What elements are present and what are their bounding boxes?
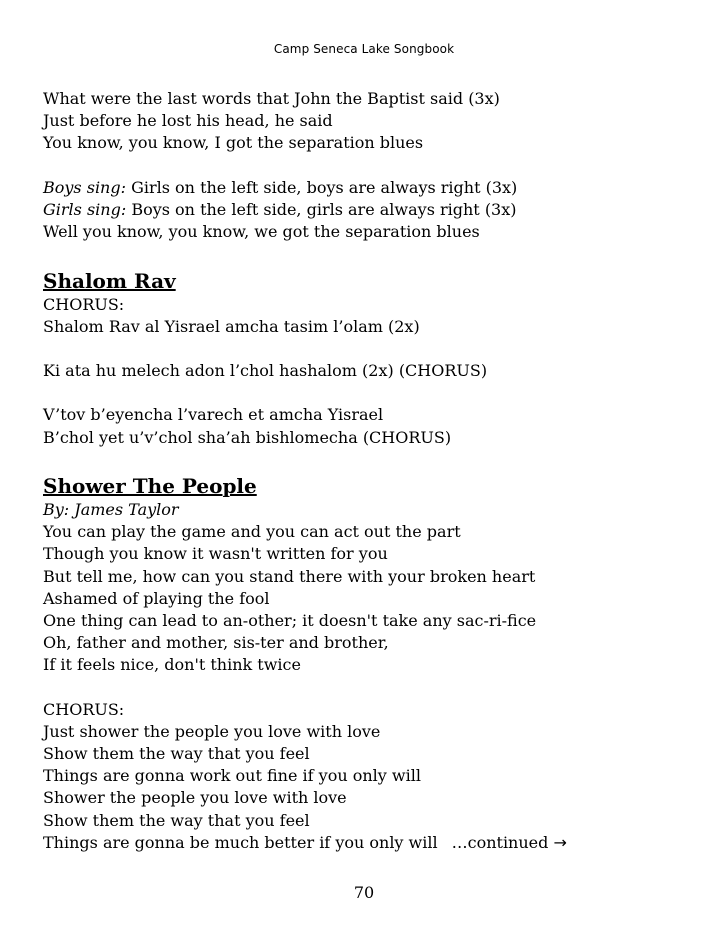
page-content [43, 88, 703, 854]
girls-sing-label: Girls sing: [43, 199, 127, 219]
continued-label: …continued [451, 832, 549, 852]
lyric-line: If it feels nice, don't think twice [43, 655, 301, 675]
lyric-line: Shower the people you love with love [43, 788, 347, 808]
lyric-line-girls [43, 199, 703, 221]
lyric-line: What were the last words that John the Baptist said (3x) [43, 89, 500, 108]
lyric-line: Show them the way that you feel [43, 744, 310, 764]
lyric-line: Oh, father and mother, sis-ter and brother, [43, 633, 389, 653]
arrow-right-icon: → [553, 832, 567, 852]
lyric-line: But tell me, how can you stand there with your broken heart [43, 566, 536, 586]
chorus-label: CHORUS: [43, 294, 125, 314]
lyric-line: Just shower the people you love with love [43, 721, 381, 741]
lyric-line-boys [43, 177, 703, 199]
lyric-line: Ki ata hu melech adon l’chol hashalom (2x) (CHORUS) [43, 361, 488, 381]
lyric-line: B’chol yet u’v’chol sha’ah bishlomecha (CHORUS) [43, 427, 452, 447]
lyric-line: You know, you know, I got the separation blues [43, 133, 424, 153]
song-title-shower-the-people: Shower The People [43, 474, 257, 498]
lyric-line: You can play the game and you can act out the part [43, 522, 461, 542]
lyric-line: Ashamed of playing the fool [43, 588, 270, 608]
lyric-line: Just before he lost his head, he said [43, 111, 333, 131]
lyric-line: One thing can lead to an-other; it doesn't take any sac-ri-fice [43, 610, 537, 630]
lyric-line: Shalom Rav al Yisrael amcha tasim l’olam (2x) [43, 316, 420, 336]
girls-sing-text: Boys on the left side, girls are always right (3x) [126, 199, 517, 219]
boys-sing-label: Boys sing: [43, 177, 126, 197]
lyric-line: V’tov b’eyencha l’varech et amcha Yisrael [43, 405, 384, 425]
song-title-shalom-rav: Shalom Rav [43, 268, 176, 293]
chorus-label: CHORUS: [43, 699, 125, 719]
lyric-line: Well you know, you know, we got the separation blues [43, 222, 480, 242]
lyric-line: Though you know it wasn't written for you [43, 544, 388, 564]
song-byline: By: James Taylor [43, 500, 179, 519]
last-lyric-text: Things are gonna be much better if you only will [43, 832, 438, 852]
boys-sing-text: Girls on the left side, boys are always right (3x) [126, 177, 518, 197]
lyric-line: Things are gonna work out fine if you only will [43, 766, 421, 786]
lyric-line: Show them the way that you feel [43, 810, 310, 830]
lyric-line-last [43, 832, 703, 854]
page-header: Camp Seneca Lake Songbook [273, 42, 455, 56]
page-number: 70 [353, 883, 375, 902]
